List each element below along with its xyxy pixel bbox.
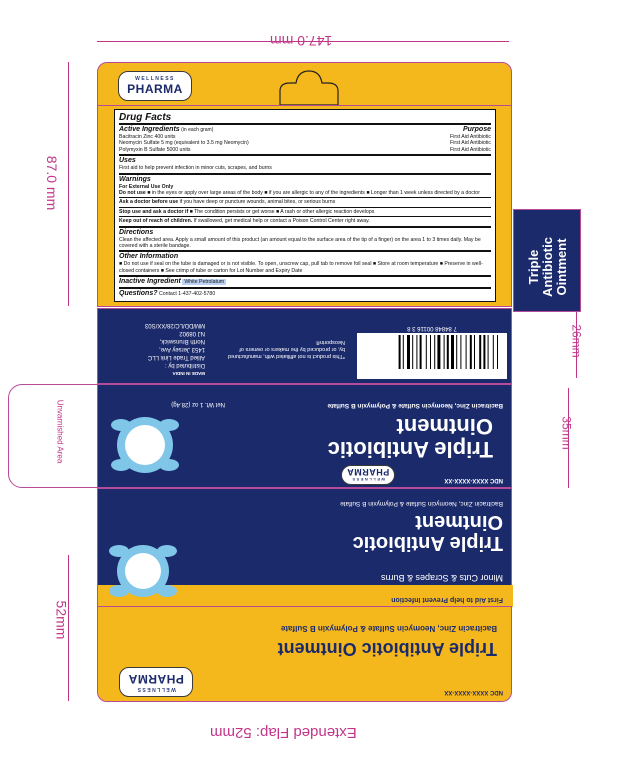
- barcode-bar: [426, 335, 427, 369]
- barcode-bar: [493, 335, 494, 369]
- barcode-bar: [483, 335, 485, 369]
- dim-26mm: 26mm: [569, 324, 584, 358]
- drug-facts-panel: [97, 105, 512, 307]
- brand-logo-top: WELLNESS PHARMA: [118, 71, 192, 101]
- distributor-info: MADE IN INDIA Distributed by : Allied Trade Link LLC 1453 Jersey Ave, North Brunswick, NJ 08902 MM/DD/LC/28/XX/S03: [144, 322, 205, 376]
- barcode-bar: [444, 335, 445, 369]
- distributor-panel: [97, 308, 512, 384]
- barcode-bar: [497, 335, 498, 369]
- barcode-number: 7 84848 00116 3 8: [407, 325, 457, 331]
- barcode-bar: [451, 335, 454, 369]
- barcode-bar: [488, 335, 489, 369]
- barcode: [357, 333, 507, 379]
- barcode-bar: [407, 335, 410, 369]
- front-mid-title: Triple Antibiotic Ointment: [352, 511, 503, 554]
- barcode-bar: [420, 335, 422, 369]
- active-row: Polymyxin B Sulfate 5000 units First Aid Antibiotic: [119, 146, 491, 153]
- hang-tab-icon: [276, 69, 342, 107]
- barcode-bar: [447, 335, 449, 369]
- dim-height-52: 52mm: [53, 600, 70, 640]
- compare-badge-icon: [107, 411, 183, 479]
- drug-facts-title: Drug Facts: [119, 112, 172, 123]
- front-top-title: Triple Antibiotic Ointment: [327, 414, 493, 462]
- dim-35mm: 35mm: [559, 416, 574, 450]
- barcode-bar: [466, 335, 467, 369]
- barcode-bar: [437, 335, 440, 369]
- barcode-bar: [460, 335, 461, 369]
- brand-logo-bottom: WELLNESS PHARMA: [119, 667, 193, 697]
- brand-logo-front: WELLNESS PHARMA: [341, 465, 395, 485]
- front-panel-top: NDC XXXX-XXXX-XX WELLNESS PHARMA Triple Antibiotic Ointment Bacitracin Zinc, Neomycin Sulfate & Polymyxin B Sulfate Net Wt. 1 oz (28.4g): [97, 384, 512, 488]
- barcode-bar: [479, 335, 481, 369]
- barcode-bar: [399, 335, 401, 369]
- active-row: Neomycin Sulfate 5 mg (equivalent to 3.5 mg Neomycin) First Aid Antibiotic: [119, 140, 491, 147]
- drug-facts-box: Drug Facts Active Ingredients (in each gram) Purpose Bacitracin Zinc 400 units First Aid Antibiotic Neomycin Sulfate 5 mg (equivalent to 3.5 mg Neomycin) First Aid Antibiotic Polymyxin B Sulfate 5000 units First Aid Antibiotic Uses First aid to help prevent infection in minor cuts, scrapes, and burns Warnings For External Use Only Do not use ■ in the eyes or apply over large areas of the body ■ if you are allergic to any of the ingredients ■ Longer than 1 week unless directed by a doctor Ask a doctor before use if you have deep or puncture wounds, animal bites, or serious burns Stop use and ask a doctor if ■ The condition persists or get worse ■ A rash or other allergic reaction develops Keep out of reach of children. If swallowed, get medical help or contact a Poison Control Center right away. Directions Clean the affected area. Apply a small amount of this product (an amount equal to the surface area of the tip of a finger) on the area 1 to 3 times daily. May be covered with a sterile bandage. Other Information ■ Do not use if seal on the tube is damaged or is not visible. To open, unscrew cap, pull tab to remove foil seal ■ Store at room temperature ■ Preserve in well-closed containers ■ See crimp of tube or carton for Lot Number and Expiry Date Inactive Ingredient White Petrolatum Questions? Contact 1-437-402-5780: [114, 109, 496, 302]
- barcode-bar: [434, 335, 435, 369]
- dim-top-width: 147.0 mm: [270, 33, 333, 49]
- barcode-bar: [403, 335, 404, 369]
- active-row: Bacitracin Zinc 400 units First Aid Antibiotic: [119, 134, 491, 140]
- barcode-bar: [412, 335, 413, 369]
- disclaimer: *This product is not affiliated with, manufactured by, or produced by the makers or owners of Neosporin®: [228, 339, 345, 359]
- barcode-bar: [456, 335, 457, 369]
- compare-badge-icon: [107, 539, 179, 603]
- barcode-bar: [470, 335, 472, 369]
- side-panel-title: Triple Antibiotic Ointment: [526, 237, 569, 297]
- side-panel: [513, 209, 581, 312]
- front-panel-middle: First Aid to help Prevent Infection Minor Cuts & Scrapes & Burns Triple Antibiotic Ointment Bacitracin Zinc, Neomycin Sulfate & Polymyxin B Sulfate: [97, 488, 512, 606]
- barcode-bar: [474, 335, 475, 369]
- barcode-bar: [416, 335, 417, 369]
- dim-height-87: 87.0 mm: [44, 155, 61, 211]
- unvarnished-flap: Unvarnished Area: [8, 384, 98, 488]
- barcode-bar: [430, 335, 431, 369]
- dim-extended-flap: Extended Flap: 52mm: [210, 724, 357, 741]
- front-panel-bottom: NDC XXXX-XXXX-XX WELLNESS PHARMA Triple Antibiotic Ointment Bacitracin Zinc, Neomycin Sulfate & Polymyxin B Sulfate: [97, 606, 512, 702]
- barcode-bars: [362, 333, 502, 369]
